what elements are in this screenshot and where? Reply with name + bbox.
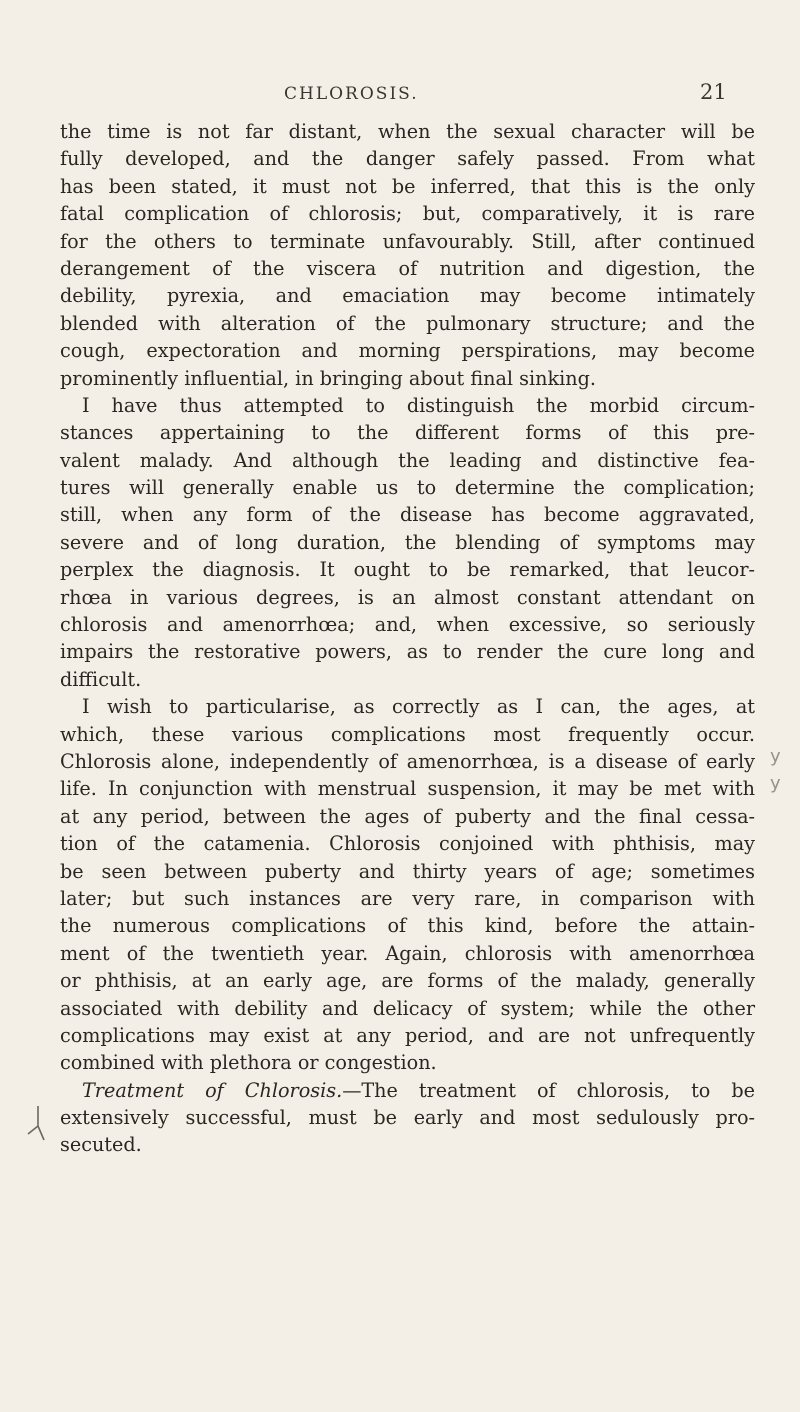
body-text [60, 118, 755, 1159]
text-line: at any period, between the ages of puberty and the final cessa- [60, 804, 755, 828]
text-line: still, when any form of the disease has become aggravated, [60, 503, 755, 527]
text-line: tures will generally enable us to determine the complication; [60, 476, 755, 500]
text-line: fatal complication of chlorosis; but, comparatively, it is rare [60, 202, 755, 226]
margin-annotation: y [770, 746, 781, 767]
text-line: cough, expectoration and morning perspirations, may become [60, 339, 755, 363]
text-line: which, these various complications most frequently occur. [60, 722, 755, 746]
text-line: blended with alteration of the pulmonary structure; and the [60, 311, 755, 335]
page-number: 21 [700, 80, 727, 104]
text-line: later; but such instances are very rare, in comparison with [60, 886, 755, 910]
running-title: CHLOROSIS. [284, 84, 419, 104]
text-line: for the others to terminate unfavourably. Still, after continued [60, 229, 755, 253]
text-line: complications may exist at any period, and are not unfrequently [60, 1023, 755, 1047]
treatment-heading: Treatment of Chlorosis. [82, 1078, 343, 1102]
text-line: difficult. [60, 667, 142, 691]
text-line: Chlorosis alone, independently of amenorrhœa, is a disease of early [60, 749, 755, 773]
text-line: or phthisis, at an early age, are forms of the malady, generally [60, 969, 755, 993]
text-line: fully developed, and the danger safely passed. From what [60, 147, 755, 171]
margin-bracket-mark [24, 1104, 46, 1142]
treatment-text: —The treatment of chlorosis, to be [342, 1078, 756, 1102]
text-line: impairs the restorative powers, as to render the cure long and [60, 640, 755, 664]
text-line: the time is not far distant, when the sexual character will be [60, 120, 755, 143]
text-line: tion of the catamenia. Chlorosis conjoined with phthisis, may [60, 832, 755, 856]
text-line: rhœa in various degrees, is an almost constant attendant on [60, 585, 755, 609]
text-line: extensively successful, must be early and most sedulously pro- [60, 1106, 755, 1130]
text-line: I wish to particularise, as correctly as I can, the ages, at [82, 695, 755, 719]
text-line: be seen between puberty and thirty years of age; sometimes [60, 859, 755, 883]
text-line: chlorosis and amenorrhœa; and, when excessive, so seriously [60, 613, 755, 637]
text-line: perplex the diagnosis. It ought to be remarked, that leucor- [60, 558, 755, 582]
text-line: the numerous complications of this kind, before the attain- [60, 914, 755, 938]
treatment-heading-line [60, 1077, 755, 1104]
text-line: associated with debility and delicacy of system; while the other [60, 996, 755, 1020]
text-line: secuted. [60, 1133, 142, 1157]
text-line: life. In conjunction with menstrual suspension, it may be met with [60, 777, 755, 801]
text-line: combined with plethora or congestion. [60, 1051, 437, 1075]
text-line: I have thus attempted to distinguish the morbid circum- [82, 393, 755, 417]
text-line: derangement of the viscera of nutrition and digestion, the [60, 256, 755, 280]
text-line: valent malady. And although the leading and distinctive fea- [60, 448, 755, 472]
text-line: severe and of long duration, the blending of symptoms may [60, 530, 755, 554]
text-line: prominently influential, in bringing about final sinking. [60, 366, 596, 390]
text-line: has been stated, it must not be inferred, that this is the only [60, 174, 755, 198]
margin-annotation: y [770, 773, 781, 794]
text-line: debility, pyrexia, and emaciation may become intimately [60, 284, 755, 308]
text-line: stances appertaining to the different forms of this pre- [60, 421, 755, 445]
text-line: ment of the twentieth year. Again, chlorosis with amenorrhœa [60, 941, 755, 965]
